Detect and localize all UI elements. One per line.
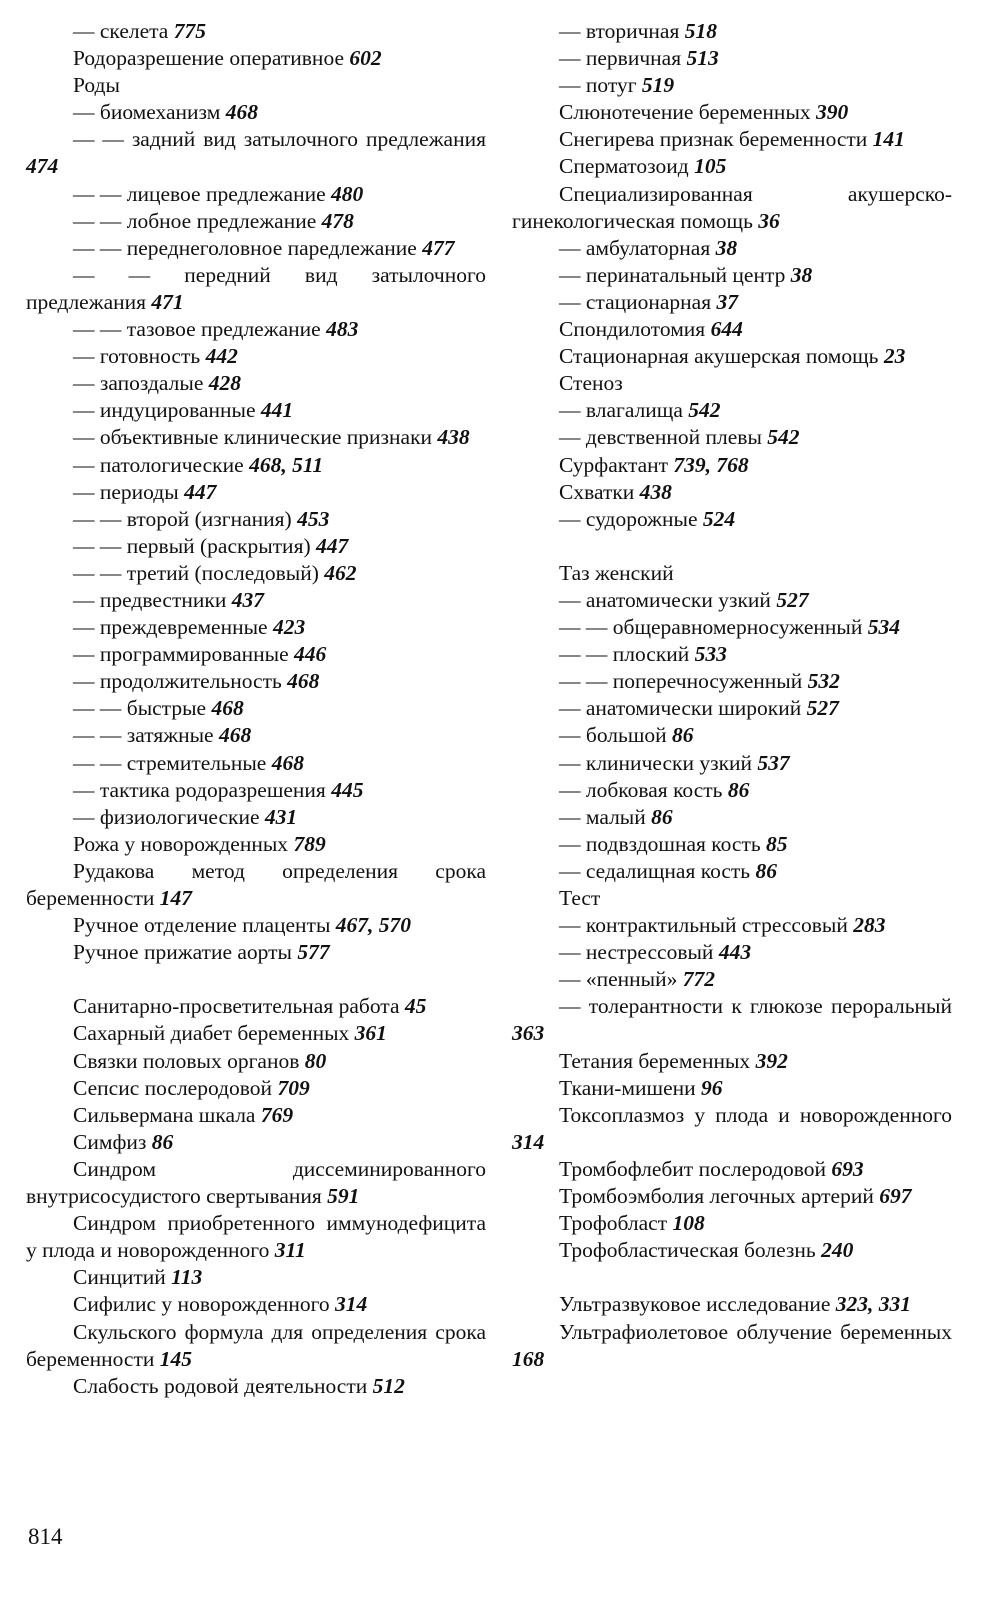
index-term: Скульского формула для определения срока беременности (26, 1319, 486, 1371)
index-entry (26, 424, 486, 451)
index-entry (26, 1048, 486, 1075)
index-page-ref: 527 (776, 587, 809, 612)
index-entry (512, 45, 952, 72)
index-page-ref: 363 (512, 1021, 545, 1046)
index-term: Ручное отделение плаценты (73, 913, 336, 938)
index-entry (512, 506, 952, 533)
index-entry (26, 722, 486, 749)
index-page-ref: 445 (331, 777, 364, 802)
index-term: Сахарный диабет беременных (73, 1021, 355, 1046)
index-entry (512, 397, 952, 424)
index-page-ref: 446 (294, 642, 327, 667)
index-page-ref: 438 (639, 479, 672, 504)
index-page-ref: 474 (26, 154, 59, 179)
index-page-ref: 542 (767, 425, 800, 450)
index-entry (26, 45, 486, 72)
index-page-ref: 512 (372, 1373, 405, 1398)
page-number: 814 (28, 1524, 63, 1549)
index-page-ref: 23 (883, 344, 906, 369)
index-term: — — стремительные (73, 750, 272, 775)
index-term: — биомеханизм (73, 100, 226, 125)
index-entry (512, 912, 952, 939)
index-term: Тетания беременных (559, 1048, 756, 1073)
index-page-ref: 542 (688, 398, 721, 423)
index-page-ref: 577 (297, 940, 330, 965)
index-term: — — первый (раскрытия) (73, 533, 316, 558)
index-entry (512, 641, 952, 668)
index-entry (26, 18, 486, 45)
index-term: Трофобласт (559, 1211, 673, 1236)
index-entry (512, 587, 952, 614)
index-entry (26, 126, 486, 180)
index-page-ref: 314 (335, 1292, 368, 1317)
index-page-ref: 423 (272, 615, 306, 640)
index-entry (512, 939, 952, 966)
index-term: — — лобное предлежание (73, 208, 322, 233)
index-page-ref: 390 (816, 100, 849, 125)
index-entry (512, 1048, 952, 1075)
index-term: Ультрафиолетовое облучение беременных (559, 1319, 952, 1344)
index-page-ref: 240 (821, 1238, 854, 1263)
index-term: Синдром диссеминированного внутрисосудистого свертывания (26, 1156, 486, 1209)
index-entry (512, 722, 952, 749)
index-page-ref: 772 (682, 967, 716, 992)
index-entry (512, 1291, 952, 1318)
index-term: — программированные (73, 642, 294, 667)
index-page-ref: 739, 768 (673, 452, 749, 477)
index-entry (512, 99, 952, 126)
index-entry (26, 533, 486, 560)
index-term: — — переднеголовное паредлежание (73, 235, 423, 260)
index-term: — — плоский (559, 642, 695, 667)
index-entry (26, 1102, 486, 1129)
index-page-ref: 534 (867, 615, 900, 640)
index-page-ref: 145 (159, 1346, 193, 1371)
index-term: Слюнотечение беременных (559, 100, 817, 125)
index-entry (512, 858, 952, 885)
index-entry (512, 72, 952, 99)
index-page-ref: 147 (159, 886, 193, 910)
index-entry (512, 181, 952, 235)
index-page-ref: 480 (331, 181, 364, 206)
index-page-ref: 437 (231, 587, 264, 612)
index-term: — готовность (73, 344, 206, 369)
index-page-ref: 524 (702, 506, 736, 531)
index-page-ref: 468, 511 (249, 452, 324, 477)
index-term: Ткани-мишени (559, 1075, 702, 1100)
index-page-ref: 361 (354, 1021, 387, 1046)
index-page-ref: 85 (766, 831, 788, 856)
index-page-ref: 392 (755, 1048, 788, 1073)
index-term: Слабость родовой деятельности (73, 1373, 373, 1398)
index-page-ref: 80 (304, 1048, 327, 1073)
index-term: — контрактильный стрессовый (559, 913, 854, 938)
index-page-ref: 442 (205, 344, 238, 369)
index-term: Рудакова метод определения срока беременности (26, 858, 486, 910)
index-entry (26, 262, 486, 316)
index-entry (512, 831, 952, 858)
index-term: Ультразвуковое исследование (559, 1292, 836, 1317)
index-term: — скелета (73, 19, 174, 43)
index-entry (512, 966, 952, 993)
index-entry (26, 750, 486, 777)
index-term: — — второй (изгнания) (73, 506, 298, 531)
index-entry (26, 452, 486, 479)
index-page-ref: 86 (672, 723, 694, 748)
index-page-ref: 86 (727, 777, 750, 802)
index-page-ref: 468 (271, 750, 304, 775)
index-entry (26, 1264, 486, 1291)
index-term: — — затяжные (73, 723, 219, 748)
index-term: — — быстрые (73, 696, 212, 721)
index-term: Специализированная акушерско-гинекологическая помощь (512, 181, 952, 233)
index-entry (26, 479, 486, 506)
index-entry (26, 72, 486, 99)
index-entry (26, 614, 486, 641)
index-term: Схватки (559, 479, 640, 504)
index-term: — анатомически узкий (559, 587, 777, 612)
index-page-ref: 323, 331 (835, 1292, 912, 1317)
index-page-ref: 518 (684, 19, 717, 43)
index-term: — — поперечносуженный (559, 669, 808, 694)
index-entry (512, 153, 952, 180)
index-page-ref: 37 (716, 289, 738, 314)
index-page-ref: 311 (274, 1238, 306, 1263)
index-term: Синдром приобретенного иммунодефицита у плода и новорожденного (26, 1211, 486, 1263)
index-entry (512, 343, 952, 370)
index-term: — индуцированные (73, 398, 261, 423)
index-entry (512, 695, 952, 722)
index-term: — преждевременные (73, 615, 273, 640)
index-entry (512, 1183, 952, 1210)
index-entry (26, 939, 486, 966)
index-entry (512, 1102, 952, 1156)
index-page-ref: 513 (686, 46, 719, 71)
index-page-ref: 141 (872, 127, 905, 152)
index-page-ref: 108 (672, 1211, 705, 1236)
index-entry (26, 804, 486, 831)
index-term: Ручное прижатие аорты (73, 940, 298, 965)
index-entry (512, 777, 952, 804)
index-page-ref: 789 (293, 831, 326, 856)
index-entry (512, 1156, 952, 1183)
index-term: — клинически узкий (559, 750, 758, 775)
index-term: Снегирева признак беременности (559, 127, 873, 152)
index-term: Трофобластическая болезнь (559, 1238, 822, 1263)
index-term: — — тазовое предлежание (73, 317, 327, 342)
index-entry (26, 506, 486, 533)
index-page-ref: 693 (831, 1156, 864, 1181)
index-term: — перинатальный центр (559, 262, 791, 287)
index-entry (26, 993, 486, 1020)
index-entry (26, 343, 486, 370)
index-entry (512, 370, 952, 397)
index-page-ref: 533 (694, 642, 727, 667)
index-term: — физиологические (73, 804, 265, 829)
index-column-right (512, 18, 952, 1373)
index-page-ref: 462 (324, 560, 357, 585)
index-column-left (26, 18, 486, 1400)
index-term: — анатомически широкий (559, 696, 807, 721)
index-page-ref: 168 (512, 1346, 545, 1371)
index-term: — патологические (73, 452, 250, 477)
index-page-ref: 602 (349, 46, 382, 71)
index-page-ref: 468 (225, 100, 258, 125)
index-page-ref: 468 (211, 696, 244, 721)
index-entry (512, 1210, 952, 1237)
index-entry (26, 235, 486, 262)
index-entry (512, 235, 952, 262)
index-page-ref: 483 (326, 317, 359, 342)
index-entry (26, 1020, 486, 1047)
index-term: Сепсис послеродовой (73, 1075, 278, 1100)
index-term: — «пенный» (559, 967, 683, 992)
index-page-ref: 86 (755, 858, 777, 883)
index-page-ref: 431 (264, 804, 298, 829)
index-entry (26, 1373, 486, 1400)
index-entry (26, 1156, 486, 1210)
index-page-ref: 471 (151, 289, 184, 314)
index-term: Связки половых органов (73, 1048, 305, 1073)
index-term: Таз женский (559, 560, 674, 585)
index-page-ref: 467, 570 (335, 913, 412, 938)
index-page-ref: 532 (807, 669, 840, 694)
index-term: — амбулаторная (559, 235, 716, 260)
index-term: — первичная (559, 46, 687, 71)
index-page-ref: 38 (715, 235, 738, 260)
index-term: Синцитий (73, 1265, 172, 1290)
index-page-ref: 86 (151, 1129, 174, 1154)
index-entry (512, 1237, 952, 1264)
index-term: Тромбофлебит послеродовой (559, 1156, 832, 1181)
index-page-ref: 709 (277, 1075, 310, 1100)
index-term: Стационарная акушерская помощь (559, 344, 884, 369)
index-page-ref: 113 (171, 1265, 203, 1290)
index-page-ref: 447 (316, 533, 349, 558)
index-page-ref: 468 (218, 723, 252, 748)
index-page-ref: 86 (651, 804, 673, 829)
index-entry (26, 831, 486, 858)
index-page-ref: 527 (806, 696, 839, 721)
index-term: — продолжительность (73, 669, 288, 694)
index-entry (26, 695, 486, 722)
index-term: — предвестники (73, 587, 232, 612)
index-entry (512, 885, 952, 912)
index-entry (26, 316, 486, 343)
index-entry (26, 912, 486, 939)
index-term: Рожа у новорожденных (73, 831, 294, 856)
index-page-ref: 519 (641, 73, 675, 98)
index-term: Сперматозоид (559, 154, 695, 179)
index-term: — лобковая кость (559, 777, 728, 802)
index-term: — влагалища (559, 398, 689, 423)
index-term: — — задний вид затылочного предлежания (73, 127, 486, 152)
index-term: Стеноз (559, 371, 623, 396)
index-page-ref: 283 (853, 913, 886, 938)
index-page-ref: 443 (718, 940, 752, 965)
index-term: — запоздалые (73, 371, 209, 396)
index-entry (512, 1075, 952, 1102)
index-entry (26, 1210, 486, 1264)
index-term: — — общеравномерносуженный (559, 615, 868, 640)
index-page-ref: 468 (287, 669, 320, 694)
index-page-ref: 447 (184, 479, 217, 504)
index-entry (26, 641, 486, 668)
index-term: — — третий (последовый) (73, 560, 325, 585)
index-page-ref: 769 (260, 1102, 294, 1127)
index-entry (512, 1319, 952, 1373)
index-entry (512, 262, 952, 289)
index-entry (512, 614, 952, 641)
index-entry (512, 316, 952, 343)
index-term: Сифилис у новорожденного (73, 1292, 336, 1317)
index-term: Санитарно-просветительная работа (73, 994, 405, 1019)
index-page-ref: 644 (710, 317, 743, 342)
index-page-ref: 453 (297, 506, 330, 531)
index-term: — вторичная (559, 19, 685, 43)
index-entry (512, 750, 952, 777)
index-page-ref: 314 (512, 1129, 545, 1154)
index-page-ref: 438 (437, 425, 470, 450)
index-page-ref: 537 (757, 750, 790, 775)
index-term: — — лицевое предлежание (73, 181, 332, 206)
index-term: Роды (73, 73, 120, 98)
index-page-ref: 96 (701, 1075, 723, 1100)
index-term: — нестрессовый (559, 940, 719, 965)
index-term: — малый (559, 804, 652, 829)
index-entry (512, 289, 952, 316)
index-entry (26, 370, 486, 397)
index-term: Родоразрешение оперативное (73, 46, 350, 71)
index-term: Сильвермана шкала (73, 1102, 261, 1127)
index-page-ref: 441 (260, 398, 294, 423)
index-entry (26, 181, 486, 208)
index-term: Сурфактант (559, 452, 674, 477)
index-entry (26, 1319, 486, 1373)
index-entry (512, 560, 952, 587)
index-entry (26, 397, 486, 424)
index-page-ref: 45 (404, 994, 427, 1019)
index-page-ref: 105 (694, 154, 727, 179)
index-term: Токсоплазмоз у плода и новорожденного (559, 1102, 952, 1127)
index-page-ref: 775 (173, 19, 206, 43)
index-term: — седалищная кость (559, 858, 756, 883)
index-term: — периоды (73, 479, 185, 504)
index-page-ref: 477 (422, 235, 455, 260)
index-entry (26, 777, 486, 804)
index-term: — — передний вид затылочного предлежания (26, 262, 486, 314)
index-page-ref: 36 (758, 208, 780, 233)
index-entry (26, 560, 486, 587)
index-entry (512, 452, 952, 479)
index-term: Тест (559, 886, 601, 910)
index-page-ref: 428 (208, 371, 242, 396)
index-term: — стационарная (559, 289, 717, 314)
index-page-ref: 697 (879, 1184, 912, 1209)
index-term: — тактика родоразрешения (73, 777, 332, 802)
index-entry (512, 804, 952, 831)
index-entry (512, 126, 952, 153)
index-entry (512, 479, 952, 506)
index-term: — толерантности к глюкозе пероральный (559, 994, 952, 1019)
index-term: — потуг (559, 73, 642, 98)
index-term: — подвздошная кость (559, 831, 767, 856)
index-entry (26, 587, 486, 614)
index-term: — судорожные (559, 506, 703, 531)
index-page-ref: 478 (321, 208, 354, 233)
index-entry (26, 99, 486, 126)
index-entry (512, 424, 952, 451)
index-page-ref: 38 (790, 262, 813, 287)
index-entry (26, 668, 486, 695)
index-term: — большой (559, 723, 673, 748)
index-entry (26, 1075, 486, 1102)
index-entry (26, 858, 486, 912)
index-entry (512, 993, 952, 1047)
index-entry (26, 1129, 486, 1156)
index-entry (26, 1291, 486, 1318)
index-term: Симфиз (73, 1129, 152, 1154)
index-entry (512, 18, 952, 45)
index-page-ref: 591 (327, 1184, 360, 1209)
index-term: — девственной плевы (559, 425, 768, 450)
index-term: Тромбоэмболия легочных артерий (559, 1184, 880, 1209)
index-term: Спондилотомия (559, 317, 711, 342)
index-term: — объективные клинические признаки (73, 425, 438, 450)
index-entry (512, 668, 952, 695)
index-entry (26, 208, 486, 235)
